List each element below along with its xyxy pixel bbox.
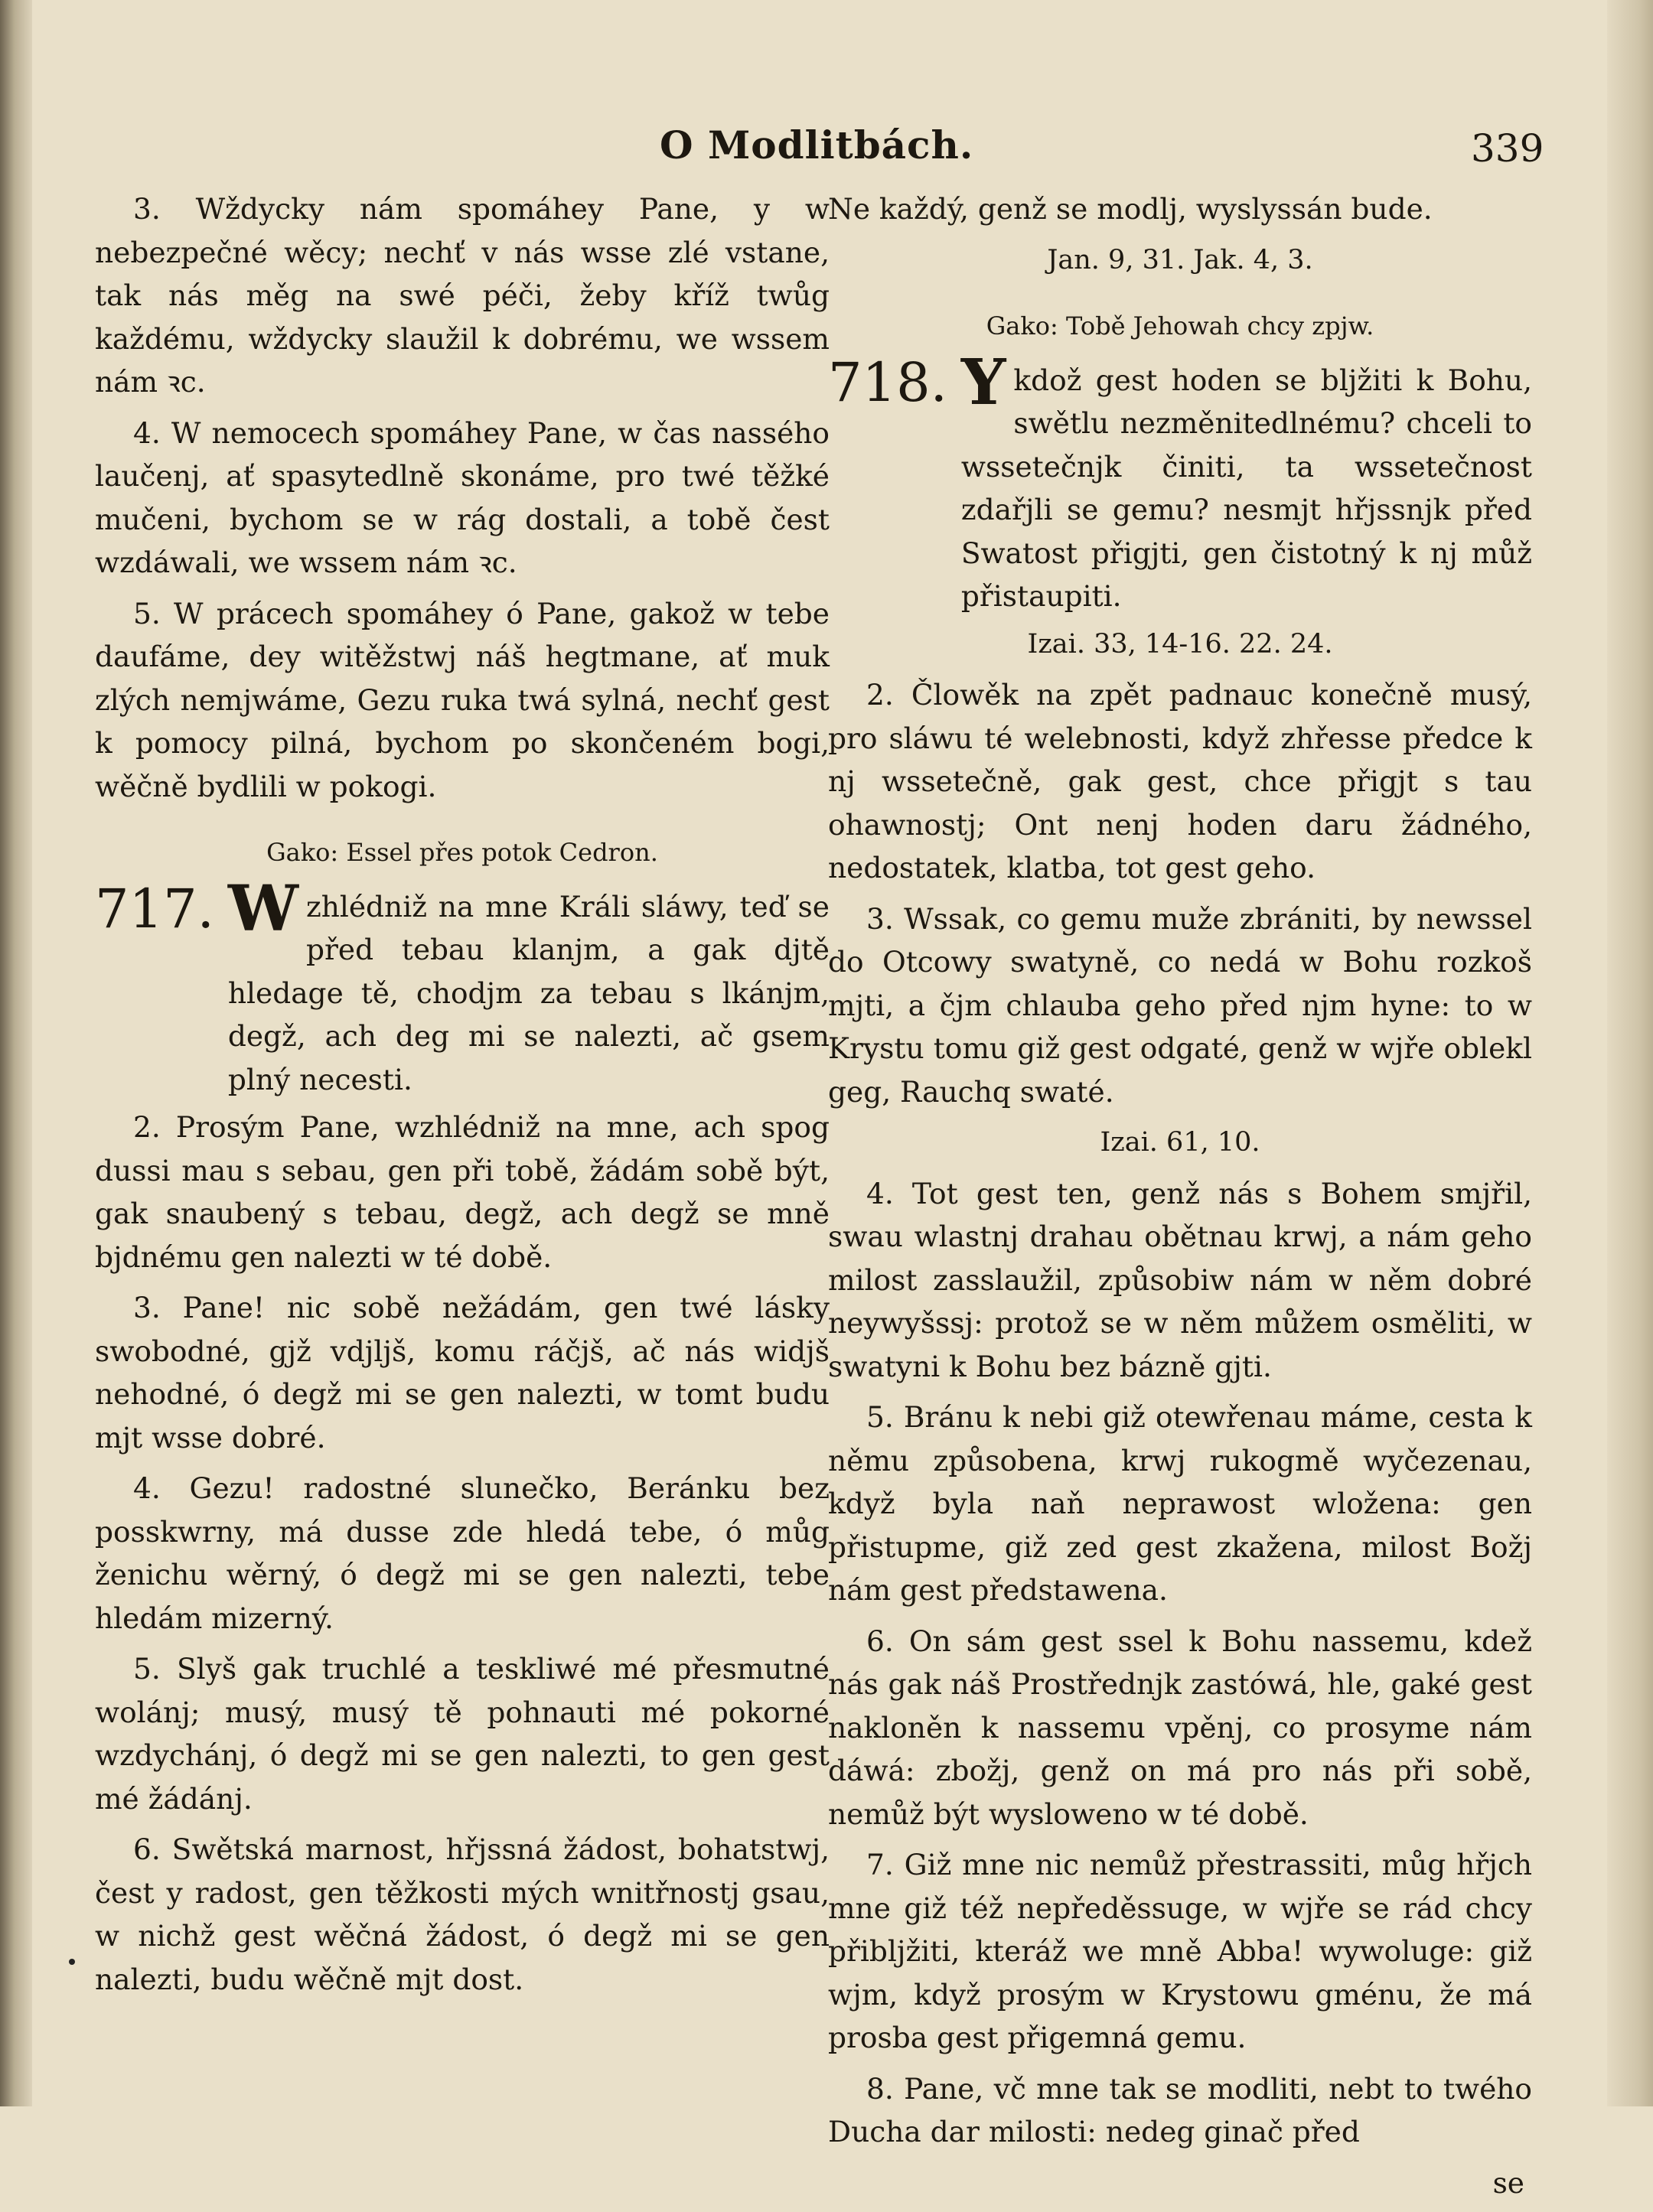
melody-indication: Gako: Tobě Jehowah chcy zpjw. xyxy=(986,311,1374,340)
hymn-717 xyxy=(95,871,830,1102)
running-head-title: O Modlitbách. xyxy=(660,122,974,168)
left-column xyxy=(95,187,830,2008)
drop-cap: W xyxy=(227,871,298,946)
stanza-2: 2. Prosým Pane, wzhlédniž na mne, ach spog dussi mau s sebau, gen při tobě, žádám sobě být, gak snaubený s tebau, degž, ach degž se mně bjdnému gen nalezti w té době. xyxy=(95,1110,830,1274)
stanza-4: 4. Tot gest ten, genž nás s Bohem smjřil, swau wlastnj drahau obětnau krwj, a nám geho milost zasslaužil, způsobiw nám w něm dobré neywyšssj: protož se w něm můžem osměliti, w swatyni k Bohu bez bázně gjti. xyxy=(828,1176,1532,1383)
hymn-number: 718. xyxy=(828,350,947,414)
scripture-reference: Izai. 33, 14-16. 22. 24. xyxy=(1027,628,1333,660)
stanza-4b: 4. Gezu! radostné slunečko, Beránku bez posskwrny, má dusse zde hledá tebe, ó můg ženichu wěrný, ó degž mi se gen nalezti, tebe hledám mizerný. xyxy=(95,1471,830,1635)
hymn-first-stanza xyxy=(960,345,1532,618)
continued-line: Ne každý, genž se modlj, wyslyssán bude. xyxy=(828,192,1433,226)
stanza-2: 2. Člowěk na zpět padnauc konečně musý, pro sláwu té welebnosti, když zhřesse předce k nj wssetečně, gak gest, chce přigjt s tau ohawnostj; Ont nenj hoden daru žádného, nedostatek, klatba, tot gest geho. xyxy=(828,678,1532,884)
book-spine xyxy=(0,0,32,2106)
scripture-reference: Jan. 9, 31. Jak. 4, 3. xyxy=(1047,244,1313,275)
stanza-3b: 3. Pane! nic sobě nežádám, gen twé lásky swobodné, gjž vdjljš, komu ráčjš, ač nás widjš nehodné, ó degž mi se gen nalezti, w tomt budu mjt wsse dobré. xyxy=(95,1291,830,1455)
stanza-3: 3. Wssak, co gemu muže zbrániti, by newssel do Otcowy swatyně, co nedá w Bohu rozkoš mjti, a čjm chlauba geho před njm hyne: to w Krystu tomu giž gest odgaté, genž w wjře oblekl geg, Rauchq swaté. xyxy=(828,901,1532,1109)
stanza-text: kdož gest hoden se blјžiti k Bohu, swětlu nezměnitedlnému? chceli to wssetečnjk činiti, ta wssetečnost zdařjli se gemu? nesmjt hřjssnjk před Swatost přigjti, gen čistotný k nj můž přistaupiti. xyxy=(960,363,1532,613)
stanza-text: zhlédniž na mne Králi sláwy, teď se před tebau klanjm, a gak djtě hledage tě, chodjm za tebau s lkánjm, degž, ach deg mi se nalezti, ač gsem plný necesti. xyxy=(227,889,830,1096)
stanza-5b: 5. Slyš gak truchlé a teskliwé mé přesmutné wolánj; musý, musý tě pohnauti mé pokorné wzdychánj, ó degž mi se gen nalezti, to gen gest mé žádánj. xyxy=(95,1652,830,1816)
stanza-6b: 6. Swětská marnost, hřjssná žádost, bohatstwj, čest y radost, gen těžkosti mých wnitřnostj gsau, w nichž gest wěčná žádost, ó degž mi se gen nalezti, budu wěčně mjt dost. xyxy=(95,1832,830,1996)
page-edge xyxy=(1607,0,1653,2106)
book-page xyxy=(32,0,1607,2200)
stanza-7: 7. Giž mne nic nemůž přestrassiti, můg hřjch mne giž též nepředěssuge, w wjře se rád chcy přibljžiti, kteráž we mně Abba! wywoluge: giž wjm, když prosým w Krystowu gménu, že má prosba gest přigemná gemu. xyxy=(828,1848,1532,2054)
catchword: se xyxy=(1492,2165,1524,2200)
stanza-5: 5. W prácech spomáhey ó Pane, gakož w tebe daufáme, dey witěžstwj náš hegtmane, ať muk zlých nemjwáme, Gezu ruka twá sylná, nechť gest k pomocy pilná, bychom po skončeném bogi, wěčně bydlili w pokogi. xyxy=(95,596,830,803)
ink-spot xyxy=(69,1959,75,1965)
right-column xyxy=(828,187,1532,2212)
hymn-number: 717. xyxy=(95,877,214,940)
drop-cap: Y xyxy=(960,345,1006,419)
melody-indication: Gako: Essel přes potok Cedron. xyxy=(266,838,658,867)
stanza-3: 3. Wždycky nám spomáhey Pane, y w nebezpečné wěcy; nechť v nás wsse zlé vstane, tak nás měg na swé péči, žeby kříž twůg každému, wždycky slaužil k dobrému, we wssem nám ꝛc. xyxy=(95,192,830,399)
stanza-8: 8. Pane, vč mne tak se modliti, nebt to twého Ducha dar milosti: nedeg ginač před xyxy=(828,2071,1532,2148)
stanza-4: 4. W nemocech spomáhey Pane, w čas nassého laučenj, ať spasytedlně skonáme, pro twé těžké mučeni, bychom se w rág dostali, a tobě čest wzdáwali, we wssem nám ꝛc. xyxy=(95,415,830,579)
scripture-reference: Izai. 61, 10. xyxy=(1100,1127,1260,1158)
page-number: 339 xyxy=(1471,126,1544,171)
stanza-6: 6. On sám gest ssel k Bohu nassemu, kdež nás gak náš Prostřednjk zastówá, hle, gaké gest nakloněn k nassemu vpěnj, co prosyme nám dáwá: zbožj, genž on má pro nás při sobě, nemůž být wyslowеno w té době. xyxy=(828,1624,1532,1831)
stanza-5: 5. Bránu k nebi giž otewřenau máme, cesta k němu způsobena, krwj rukogmě wyčezenau, když byla naň neprawost wložena: gen přistupme, giž zed gest zkažena, milost Božj nám gest předstawena. xyxy=(828,1400,1532,1607)
hymn-718 xyxy=(828,345,1532,618)
hymn-first-stanza xyxy=(227,871,830,1102)
